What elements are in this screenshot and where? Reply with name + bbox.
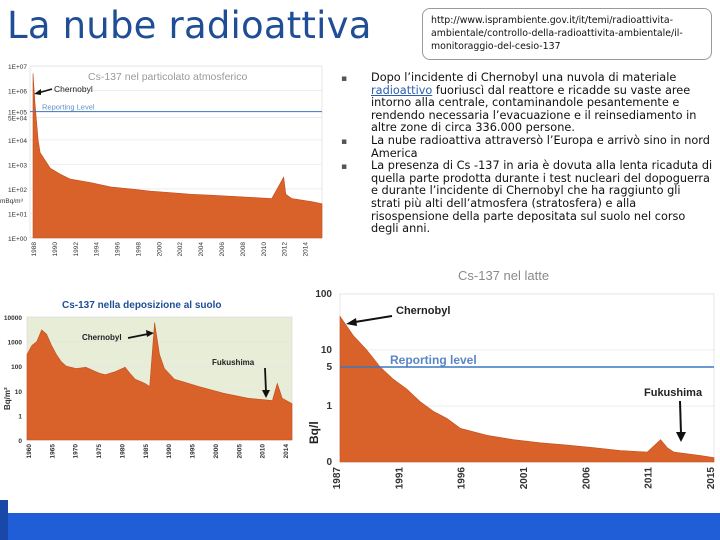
x-tick-label: 2006 (581, 467, 593, 490)
bullet-marker: ▪ (341, 162, 348, 173)
x-tick-label: 2000 (156, 242, 164, 257)
source-url-box[interactable]: http://www.isprambiente.gov.it/it/temi/radioattivita-ambientale/controllo-della-radioattivita-ambientale/il-monitoraggio-del-cesio-137 (422, 8, 712, 60)
x-tick-label: 2010 (260, 242, 268, 257)
x-tick-label: 1998 (135, 242, 143, 257)
fukushima-label: Fukushima (212, 358, 255, 367)
y-tick-label: 0 (18, 438, 22, 445)
y-tick-label: 10000 (3, 315, 22, 322)
x-tick-label: 2000 (212, 444, 220, 459)
x-tick-label: 2015 (706, 467, 717, 490)
x-tick-label: 2005 (236, 444, 244, 459)
y-tick-label: 5 (326, 361, 332, 373)
fukushima-label: Fukushima (644, 387, 703, 399)
y-tick-label: 10 (320, 344, 332, 356)
chernobyl-label: Chernobyl (54, 84, 93, 94)
bullet-text: fuoriuscì dal reattore e ricadde su vaste aree intorno alla centrale, contaminandole pesantemente e rendendo necessaria l’evacuazione e il reinsediamento in altre zone di circa 336.000 persone. (371, 83, 697, 135)
chart-soil-deposition (0, 292, 300, 468)
x-tick-label: 1990 (51, 242, 59, 257)
fukushima-arrow (680, 401, 681, 434)
bullet-list (341, 72, 713, 236)
y-tick-label: 5E+04 (8, 115, 27, 123)
bullet-item (341, 135, 713, 160)
bullet-text: Dopo l’incidente di Chernobyl una nuvola di materiale (371, 71, 677, 84)
bullet-item (341, 160, 713, 236)
x-tick-label: 1992 (72, 242, 80, 257)
x-tick-label: 1996 (456, 467, 468, 490)
y-tick-label: 1E+00 (8, 236, 27, 243)
y-tick-label: 10 (14, 388, 22, 396)
bullet-marker: ▪ (341, 74, 348, 84)
radioattivo-link[interactable]: radioattivo (371, 83, 433, 97)
chart-title: Cs-137 nel particolato atmosferico (88, 71, 248, 83)
x-tick-label: 2014 (302, 242, 310, 257)
chart-title: Cs-137 nel latte (458, 268, 550, 283)
x-tick-label: 2012 (281, 242, 289, 257)
y-tick-label: 1E+01 (8, 211, 27, 219)
x-tick-label: 1995 (189, 444, 197, 459)
x-tick-label: 1988 (31, 242, 38, 257)
y-tick-label: 100 (11, 364, 22, 372)
y-tick-label: 1E+07 (8, 64, 27, 71)
x-tick-label: 2002 (177, 242, 185, 257)
bullet-marker: ▪ (341, 136, 348, 147)
reporting-level-label: Reporting Level (42, 102, 95, 112)
x-tick-label: 2001 (519, 467, 530, 490)
x-tick-label: 1960 (26, 444, 33, 459)
x-tick-label: 1975 (96, 444, 104, 459)
y-tick-label: 1E+03 (8, 162, 27, 170)
x-tick-label: 1970 (72, 444, 80, 459)
y-tick-label: 1E+06 (8, 88, 27, 96)
x-tick-label: 2011 (643, 467, 655, 489)
chernobyl-label: Chernobyl (396, 305, 451, 317)
y-tick-label: 1000 (7, 339, 22, 347)
x-tick-label: 1965 (49, 444, 57, 459)
x-tick-label: 1994 (93, 242, 101, 257)
x-tick-label: 1985 (142, 444, 150, 459)
fukushima-arrow (265, 368, 266, 392)
x-tick-label: 2010 (259, 444, 267, 459)
y-axis-label: Bq/l (307, 421, 321, 444)
chernobyl-label: Chernobyl (82, 333, 122, 342)
x-tick-label: 2008 (239, 242, 247, 257)
y-tick-label: 1E+05 (8, 109, 27, 117)
x-tick-label: 1991 (394, 467, 406, 490)
reporting-level-label: Reporting level (390, 353, 477, 367)
bullet-item (341, 72, 713, 135)
chart-milk (300, 262, 720, 500)
y-tick-label: 1 (326, 401, 332, 413)
y-axis-label: Bq/m² (3, 387, 12, 410)
y-tick-label: 1 (18, 413, 22, 421)
x-tick-label: 2004 (198, 242, 206, 257)
page-title: La nube radioattiva (7, 4, 372, 47)
x-tick-label: 1990 (166, 444, 174, 459)
x-tick-label: 1980 (119, 444, 127, 459)
y-tick-label: 0 (326, 457, 332, 468)
x-tick-label: 2006 (219, 242, 227, 257)
y-tick-label: 100 (315, 289, 332, 300)
x-tick-label: 1987 (332, 467, 343, 490)
x-tick-label: 1996 (114, 242, 122, 257)
y-tick-label: 1E+02 (8, 186, 27, 194)
bullet-text: La nube radioattiva attraversò l’Europa e arrivò sino in nord America (371, 133, 710, 160)
y-tick-label: 1E+04 (8, 137, 27, 145)
chart-title: Cs-137 nella deposizione al suolo (62, 300, 222, 311)
footer-accent (0, 500, 8, 540)
bullet-text: La presenza di Cs -137 in aria è dovuta alla lenta ricaduta di quella parte prodotta durante i test nucleari del dopoguerra e durante l’incidente di Chernobyl che ha raggiunto gli strati più alti dell’atmosfera (stratosfera) e alla risospensione della parte depositata sul suolo nel corso degli anni. (371, 159, 713, 236)
footer-bar (0, 513, 720, 540)
x-tick-label: 2014 (283, 444, 291, 459)
y-axis-label: mBq/m³ (0, 198, 23, 205)
chart-atmospheric-particulate (0, 60, 330, 262)
